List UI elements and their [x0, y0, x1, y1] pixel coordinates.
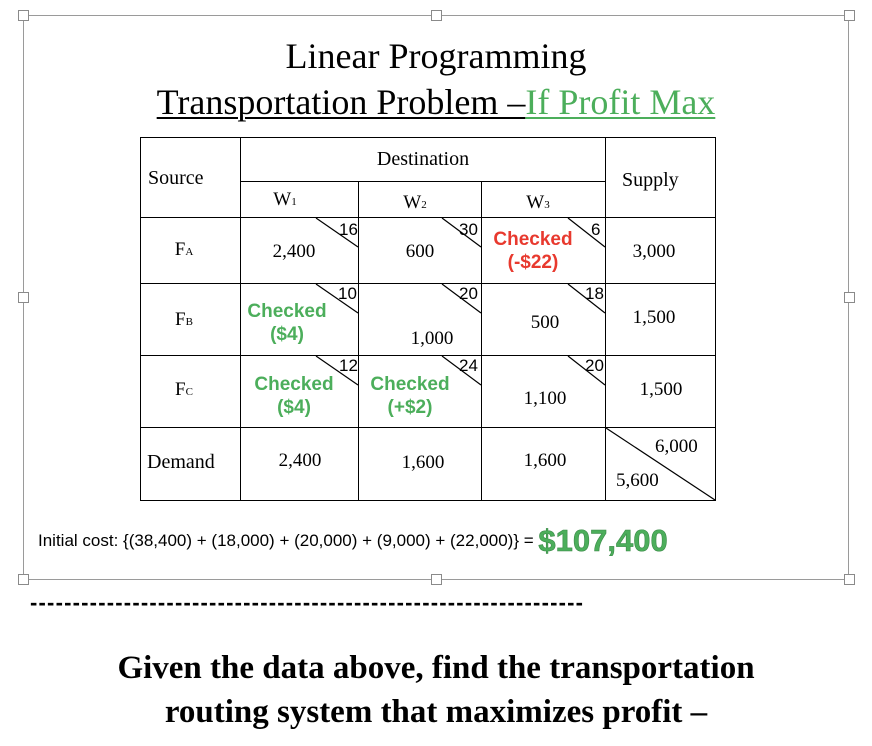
transportation-table — [140, 137, 716, 501]
title-line-1: Linear Programming — [285, 36, 587, 76]
row-label-demand: Demand — [147, 451, 215, 473]
resize-handle-top-center[interactable] — [431, 10, 442, 21]
checked-fb-w1: Checked ($4) — [247, 301, 327, 345]
question-line-2: routing system that maximizes profit – — [164, 694, 708, 730]
row-label-fb: FB — [175, 309, 193, 330]
total-demand: 5,600 — [616, 470, 659, 491]
cost-fa-w2: 30 — [459, 220, 478, 239]
checked-fa-w3: Checked (-$22) — [493, 229, 573, 273]
resize-handle-top-right[interactable] — [844, 10, 855, 21]
cost-fc-w2: 24 — [459, 356, 478, 375]
header-w2: W2 — [403, 192, 427, 213]
cost-fc-w3: 20 — [585, 356, 604, 375]
row-label-fa: FA — [174, 239, 194, 260]
initial-cost-label: Initial cost: {(38,400) + (18,000) + (20,000) + (9,000) + (22,000)} = — [38, 531, 534, 550]
supply-fb: 1,500 — [632, 307, 676, 328]
checked-fc-w1: Checked ($4) — [254, 374, 334, 418]
total-supply: 6,000 — [655, 436, 698, 457]
resize-handle-top-left[interactable] — [18, 10, 29, 21]
header-source: Source — [148, 167, 204, 189]
cost-fb-w3: 18 — [585, 284, 604, 303]
checked-fc-w2: Checked (+$2) — [370, 374, 450, 418]
supply-fc: 1,500 — [639, 379, 683, 400]
demand-w1: 2,400 — [278, 450, 322, 471]
row-label-fc: FC — [175, 379, 193, 400]
resize-handle-middle-right[interactable] — [844, 292, 855, 303]
initial-cost-total: $107,400 — [538, 523, 668, 558]
cost-fb-w1: 10 — [338, 284, 357, 303]
demand-w2: 1,600 — [401, 452, 445, 473]
demand-w3: 1,600 — [523, 450, 567, 471]
alloc-fa-w1: 2,400 — [272, 241, 316, 262]
alloc-fa-w2: 600 — [405, 241, 435, 262]
cost-fa-w1: 16 — [339, 220, 358, 239]
dashed-separator: ----------------------------------------------------------------- — [30, 590, 585, 615]
cost-fc-w1: 12 — [339, 356, 358, 375]
title-accent: If Profit Max — [525, 82, 716, 122]
cost-fa-w3: 6 — [591, 220, 601, 239]
initial-cost-line — [38, 523, 668, 559]
resize-handle-bottom-left[interactable] — [18, 574, 29, 585]
header-destination: Destination — [376, 148, 470, 170]
resize-handle-bottom-center[interactable] — [431, 574, 442, 585]
title-line-2 — [0, 82, 872, 122]
question-line-1: Given the data above, find the transportation — [117, 650, 755, 686]
resize-handle-bottom-right[interactable] — [844, 574, 855, 585]
cost-fb-w2: 20 — [459, 284, 478, 303]
header-w1: W1 — [273, 189, 297, 210]
header-w3: W3 — [526, 192, 550, 213]
title-main: Transportation Problem – — [156, 82, 526, 122]
alloc-fc-w3: 1,100 — [523, 388, 567, 409]
header-supply: Supply — [622, 169, 679, 191]
alloc-fb-w3: 500 — [530, 312, 560, 333]
alloc-fb-w2: 1,000 — [410, 328, 454, 349]
supply-fa: 3,000 — [632, 241, 676, 262]
resize-handle-middle-left[interactable] — [18, 292, 29, 303]
